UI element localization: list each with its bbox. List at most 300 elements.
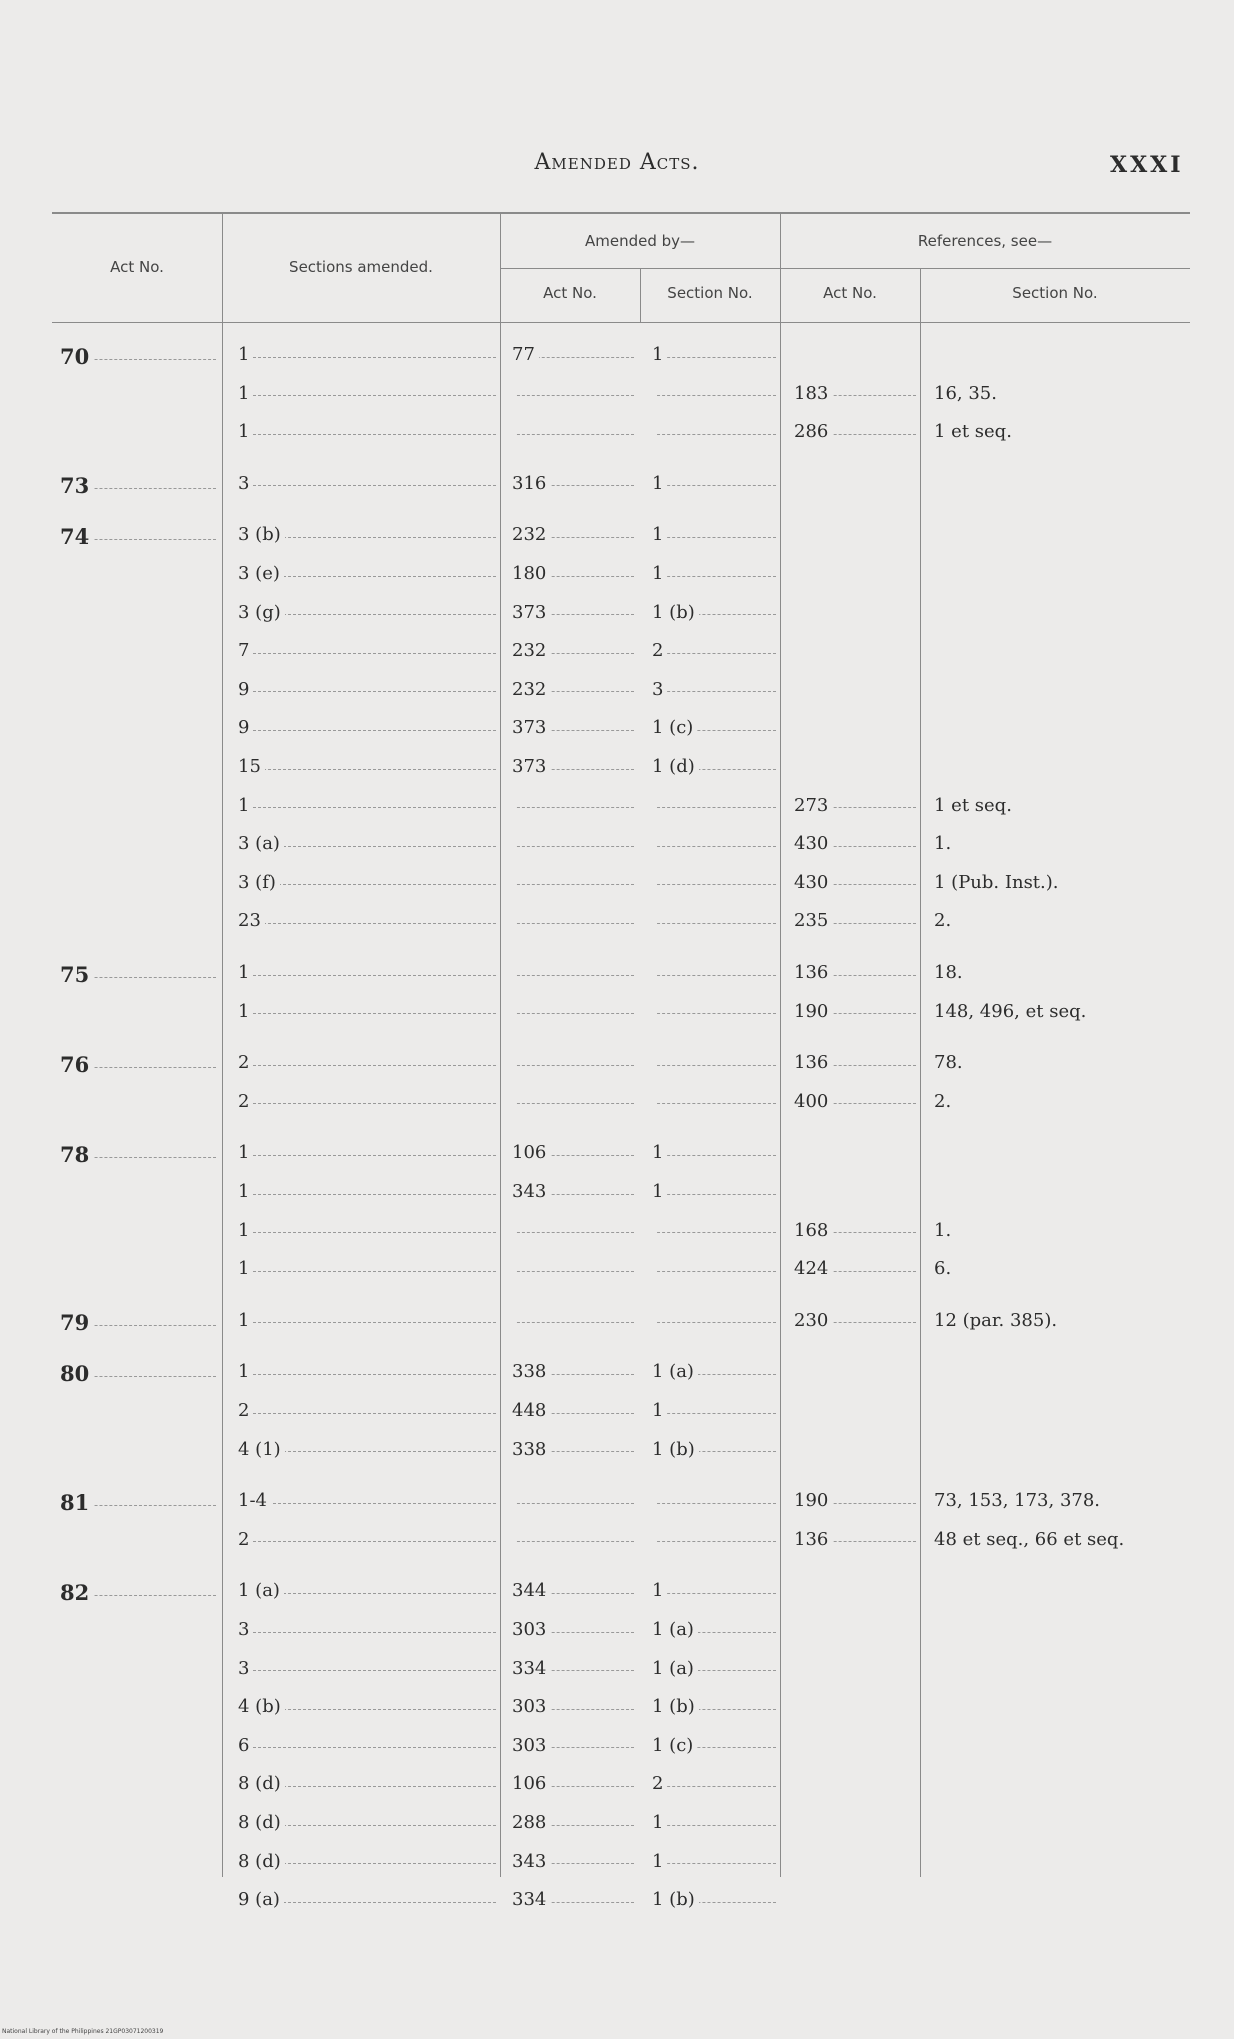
cell-section-amended-text: 4 (b) bbox=[238, 1696, 285, 1717]
cell-amended-section-no bbox=[652, 1580, 776, 1601]
cell-amended-section-no-text: 1 bbox=[652, 1181, 667, 1202]
cell-amended-section-no-text: 1 bbox=[652, 1851, 667, 1872]
cell-ref-act-no bbox=[794, 1580, 916, 1601]
cell-act-no bbox=[60, 473, 216, 498]
cell-amended-section-no bbox=[652, 833, 776, 854]
cell-act-no bbox=[60, 795, 216, 820]
cell-section-amended-text: 1 (a) bbox=[238, 1580, 284, 1601]
cell-act-no bbox=[60, 602, 216, 627]
cell-amended-act-no-text: 303 bbox=[512, 1619, 550, 1640]
header-amended-act-no: Act No. bbox=[543, 284, 597, 302]
cell-ref-section-no bbox=[934, 473, 1184, 494]
cell-ref-section-no-text bbox=[934, 1619, 938, 1640]
cell-amended-section-no bbox=[652, 1052, 776, 1073]
cell-act-no-text bbox=[60, 383, 64, 408]
cell-ref-section-no bbox=[934, 717, 1184, 738]
cell-act-no bbox=[60, 1658, 216, 1683]
cell-section-amended-text: 1 bbox=[238, 1220, 253, 1241]
cell-ref-section-no bbox=[934, 602, 1184, 623]
cell-amended-act-no-text: 106 bbox=[512, 1773, 550, 1794]
cell-amended-section-no-text: 1 (a) bbox=[652, 1658, 698, 1679]
dotted-leader bbox=[652, 485, 776, 486]
dotted-leader bbox=[652, 884, 776, 885]
cell-act-no bbox=[60, 1310, 216, 1335]
cell-ref-section-no-text bbox=[934, 1361, 938, 1382]
cell-section-amended bbox=[238, 1889, 496, 1910]
cell-amended-act-no bbox=[512, 795, 634, 816]
cell-section-amended-text: 2 bbox=[238, 1400, 253, 1421]
dotted-leader bbox=[238, 1065, 496, 1066]
cell-amended-section-no-text: 3 bbox=[652, 679, 667, 700]
cell-amended-act-no-text: 334 bbox=[512, 1658, 550, 1679]
cell-ref-act-no-text: 136 bbox=[794, 1529, 832, 1550]
cell-ref-section-no-text bbox=[934, 1181, 938, 1202]
cell-amended-section-no-text: 1 bbox=[652, 344, 667, 365]
cell-amended-section-no bbox=[652, 1091, 776, 1112]
cell-ref-section-no-text: 1. bbox=[934, 1220, 955, 1241]
cell-ref-act-no bbox=[794, 872, 916, 893]
cell-act-no bbox=[60, 1181, 216, 1206]
cell-ref-act-no-text: 136 bbox=[794, 962, 832, 983]
dotted-leader bbox=[238, 1541, 496, 1542]
cell-ref-act-no bbox=[794, 640, 916, 661]
cell-amended-act-no bbox=[512, 1529, 634, 1550]
cell-ref-act-no bbox=[794, 679, 916, 700]
header-amended-section-no: Section No. bbox=[667, 284, 753, 302]
cell-ref-section-no-text: 148, 496, et seq. bbox=[934, 1001, 1090, 1022]
cell-ref-section-no-text: 1 (Pub. Inst.). bbox=[934, 872, 1063, 893]
cell-amended-act-no bbox=[512, 1658, 634, 1679]
cell-ref-act-no bbox=[794, 1091, 916, 1112]
dotted-leader bbox=[238, 1632, 496, 1633]
cell-amended-act-no bbox=[512, 473, 634, 494]
cell-amended-act-no bbox=[512, 1490, 634, 1511]
cell-amended-act-no-text: 338 bbox=[512, 1361, 550, 1382]
cell-act-no-text bbox=[60, 756, 64, 781]
cell-ref-section-no bbox=[934, 1400, 1184, 1421]
cell-section-amended bbox=[238, 1181, 496, 1202]
dotted-leader bbox=[512, 923, 634, 924]
dotted-leader bbox=[512, 1103, 634, 1104]
cell-section-amended bbox=[238, 1142, 496, 1163]
dotted-leader bbox=[512, 1503, 634, 1504]
cell-amended-act-no-text: 180 bbox=[512, 563, 550, 584]
cell-amended-act-no bbox=[512, 1851, 634, 1872]
col-divider-1 bbox=[222, 212, 223, 1877]
cell-section-amended-text: 1 bbox=[238, 344, 253, 365]
header-ref-act-no: Act No. bbox=[823, 284, 877, 302]
cell-act-no-text bbox=[60, 717, 64, 742]
cell-amended-section-no bbox=[652, 1001, 776, 1022]
cell-amended-act-no-text: 344 bbox=[512, 1580, 550, 1601]
cell-amended-section-no bbox=[652, 1220, 776, 1241]
cell-amended-act-no-text bbox=[512, 833, 516, 854]
cell-ref-section-no bbox=[934, 1529, 1184, 1550]
cell-ref-act-no bbox=[794, 1361, 916, 1382]
dotted-leader bbox=[512, 1232, 634, 1233]
cell-amended-section-no-text bbox=[652, 833, 656, 854]
cell-ref-act-no-text: 235 bbox=[794, 910, 832, 931]
cell-ref-act-no bbox=[794, 1619, 916, 1640]
dotted-leader bbox=[652, 395, 776, 396]
cell-section-amended bbox=[238, 1773, 496, 1794]
cell-section-amended-text: 1 bbox=[238, 1181, 253, 1202]
cell-ref-act-no-text: 183 bbox=[794, 383, 832, 404]
cell-amended-section-no bbox=[652, 1181, 776, 1202]
cell-section-amended bbox=[238, 563, 496, 584]
cell-amended-act-no bbox=[512, 717, 634, 738]
cell-section-amended bbox=[238, 1735, 496, 1756]
cell-ref-act-no-text: 190 bbox=[794, 1001, 832, 1022]
cell-ref-act-no-text bbox=[794, 1619, 798, 1640]
cell-amended-act-no-text bbox=[512, 795, 516, 816]
cell-amended-section-no-text: 1 (c) bbox=[652, 1735, 697, 1756]
dotted-leader bbox=[512, 395, 634, 396]
cell-act-no bbox=[60, 1773, 216, 1798]
cell-amended-act-no bbox=[512, 679, 634, 700]
cell-ref-act-no-text bbox=[794, 1439, 798, 1460]
cell-section-amended bbox=[238, 756, 496, 777]
cell-act-no bbox=[60, 910, 216, 935]
cell-section-amended bbox=[238, 1091, 496, 1112]
cell-act-no bbox=[60, 679, 216, 704]
cell-amended-act-no-text: 232 bbox=[512, 679, 550, 700]
cell-amended-act-no-text bbox=[512, 1258, 516, 1279]
cell-amended-act-no bbox=[512, 1580, 634, 1601]
cell-ref-act-no bbox=[794, 563, 916, 584]
cell-ref-section-no bbox=[934, 1052, 1184, 1073]
cell-amended-act-no bbox=[512, 1142, 634, 1163]
cell-section-amended-text: 2 bbox=[238, 1052, 253, 1073]
header-act-no: Act No. bbox=[110, 258, 164, 276]
cell-ref-act-no-text bbox=[794, 640, 798, 661]
cell-ref-section-no bbox=[934, 421, 1184, 442]
dotted-leader bbox=[512, 1013, 634, 1014]
cell-ref-act-no-text bbox=[794, 602, 798, 623]
cell-ref-section-no bbox=[934, 1142, 1184, 1163]
cell-section-amended-text: 3 (b) bbox=[238, 524, 285, 545]
cell-section-amended bbox=[238, 640, 496, 661]
cell-act-no-text bbox=[60, 1400, 64, 1425]
dotted-leader bbox=[238, 1155, 496, 1156]
cell-ref-section-no-text bbox=[934, 473, 938, 494]
cell-amended-section-no-text: 1 (a) bbox=[652, 1619, 698, 1640]
cell-ref-section-no-text: 73, 153, 173, 378. bbox=[934, 1490, 1104, 1511]
cell-ref-section-no-text bbox=[934, 1580, 938, 1601]
header-sections-amended: Sections amended. bbox=[289, 258, 433, 276]
cell-amended-section-no bbox=[652, 1812, 776, 1833]
cell-act-no bbox=[60, 1001, 216, 1026]
cell-amended-section-no bbox=[652, 1490, 776, 1511]
cell-ref-section-no bbox=[934, 1091, 1184, 1112]
cell-act-no-text: 75 bbox=[60, 962, 93, 987]
cell-ref-section-no-text bbox=[934, 524, 938, 545]
cell-ref-section-no-text bbox=[934, 1851, 938, 1872]
cell-section-amended-text: 1 bbox=[238, 1310, 253, 1331]
cell-ref-act-no bbox=[794, 1052, 916, 1073]
cell-act-no-text: 80 bbox=[60, 1361, 93, 1386]
cell-amended-section-no-text: 1 bbox=[652, 473, 667, 494]
cell-act-no-text bbox=[60, 833, 64, 858]
cell-section-amended bbox=[238, 1696, 496, 1717]
cell-section-amended bbox=[238, 717, 496, 738]
dotted-leader bbox=[238, 1322, 496, 1323]
cell-section-amended bbox=[238, 1658, 496, 1679]
cell-section-amended-text: 3 (g) bbox=[238, 602, 285, 623]
cell-amended-act-no-text bbox=[512, 421, 516, 442]
dotted-leader bbox=[238, 1413, 496, 1414]
dotted-leader bbox=[238, 434, 496, 435]
cell-amended-act-no-text: 303 bbox=[512, 1696, 550, 1717]
cell-act-no bbox=[60, 1439, 216, 1464]
cell-section-amended bbox=[238, 421, 496, 442]
cell-amended-act-no-text bbox=[512, 962, 516, 983]
cell-ref-act-no-text bbox=[794, 1400, 798, 1421]
cell-amended-section-no-text bbox=[652, 1001, 656, 1022]
cell-ref-section-no bbox=[934, 1310, 1184, 1331]
cell-amended-section-no-text bbox=[652, 872, 656, 893]
cell-ref-section-no-text bbox=[934, 640, 938, 661]
cell-ref-section-no-text bbox=[934, 602, 938, 623]
cell-amended-section-no bbox=[652, 1619, 776, 1640]
dotted-leader bbox=[238, 485, 496, 486]
cell-amended-section-no-text: 1 bbox=[652, 524, 667, 545]
cell-act-no bbox=[60, 1851, 216, 1876]
cell-section-amended bbox=[238, 872, 496, 893]
dotted-leader bbox=[652, 1503, 776, 1504]
cell-ref-act-no bbox=[794, 1735, 916, 1756]
dotted-leader bbox=[512, 884, 634, 885]
cell-amended-act-no-text bbox=[512, 1091, 516, 1112]
cell-amended-act-no-text: 373 bbox=[512, 717, 550, 738]
dotted-leader bbox=[652, 975, 776, 976]
cell-section-amended-text: 3 (f) bbox=[238, 872, 280, 893]
cell-amended-section-no bbox=[652, 1258, 776, 1279]
cell-ref-act-no-text: 400 bbox=[794, 1091, 832, 1112]
cell-amended-act-no bbox=[512, 872, 634, 893]
cell-amended-section-no bbox=[652, 383, 776, 404]
cell-ref-section-no-text bbox=[934, 756, 938, 777]
cell-amended-act-no-text: 232 bbox=[512, 524, 550, 545]
cell-amended-act-no-text: 288 bbox=[512, 1812, 550, 1833]
cell-ref-section-no bbox=[934, 1258, 1184, 1279]
cell-amended-act-no-text: 303 bbox=[512, 1735, 550, 1756]
cell-ref-act-no bbox=[794, 421, 916, 442]
cell-act-no bbox=[60, 1142, 216, 1167]
cell-amended-act-no bbox=[512, 421, 634, 442]
cell-act-no bbox=[60, 563, 216, 588]
cell-ref-act-no-text: 190 bbox=[794, 1490, 832, 1511]
cell-ref-act-no bbox=[794, 524, 916, 545]
cell-section-amended-text: 1 bbox=[238, 795, 253, 816]
cell-amended-section-no-text: 1 bbox=[652, 1812, 667, 1833]
cell-amended-act-no-text bbox=[512, 1310, 516, 1331]
cell-amended-section-no-text bbox=[652, 1529, 656, 1550]
cell-act-no bbox=[60, 421, 216, 446]
cell-amended-section-no bbox=[652, 1439, 776, 1460]
cell-section-amended-text: 3 bbox=[238, 473, 253, 494]
cell-ref-act-no-text: 430 bbox=[794, 872, 832, 893]
header-ref-section-no: Section No. bbox=[1012, 284, 1098, 302]
cell-ref-section-no bbox=[934, 1735, 1184, 1756]
dotted-leader bbox=[238, 923, 496, 924]
cell-amended-section-no-text bbox=[652, 383, 656, 404]
cell-ref-section-no-text: 18. bbox=[934, 962, 967, 983]
dotted-leader bbox=[652, 1013, 776, 1014]
dotted-leader bbox=[238, 1374, 496, 1375]
cell-act-no-text bbox=[60, 1001, 64, 1026]
cell-amended-act-no-text bbox=[512, 872, 516, 893]
cell-amended-section-no bbox=[652, 1361, 776, 1382]
cell-ref-section-no-text: 48 et seq., 66 et seq. bbox=[934, 1529, 1128, 1550]
cell-act-no-text bbox=[60, 1220, 64, 1245]
cell-ref-act-no-text bbox=[794, 717, 798, 738]
cell-amended-section-no bbox=[652, 795, 776, 816]
cell-ref-section-no-text bbox=[934, 1439, 938, 1460]
dotted-leader bbox=[512, 846, 634, 847]
cell-amended-act-no bbox=[512, 910, 634, 931]
cell-section-amended bbox=[238, 795, 496, 816]
cell-act-no-text bbox=[60, 563, 64, 588]
dotted-leader bbox=[652, 1322, 776, 1323]
cell-act-no-text: 74 bbox=[60, 524, 93, 549]
cell-section-amended-text: 1 bbox=[238, 1361, 253, 1382]
cell-amended-act-no bbox=[512, 344, 634, 365]
cell-amended-section-no bbox=[652, 1400, 776, 1421]
cell-act-no bbox=[60, 1361, 216, 1386]
cell-ref-act-no bbox=[794, 1773, 916, 1794]
cell-amended-act-no bbox=[512, 1619, 634, 1640]
cell-act-no-text bbox=[60, 1529, 64, 1554]
cell-ref-act-no bbox=[794, 756, 916, 777]
cell-act-no bbox=[60, 524, 216, 549]
cell-act-no-text bbox=[60, 1851, 64, 1876]
cell-amended-act-no-text bbox=[512, 383, 516, 404]
dotted-leader bbox=[238, 653, 496, 654]
dotted-leader bbox=[652, 1825, 776, 1826]
cell-act-no bbox=[60, 962, 216, 987]
dotted-leader bbox=[652, 923, 776, 924]
cell-ref-act-no bbox=[794, 1851, 916, 1872]
cell-section-amended-text: 1 bbox=[238, 1001, 253, 1022]
cell-ref-section-no bbox=[934, 344, 1184, 365]
dotted-leader bbox=[652, 1065, 776, 1066]
cell-amended-section-no-text: 1 (b) bbox=[652, 602, 699, 623]
cell-amended-act-no bbox=[512, 1439, 634, 1460]
cell-amended-section-no bbox=[652, 1889, 776, 1910]
cell-amended-act-no bbox=[512, 756, 634, 777]
cell-ref-act-no-text bbox=[794, 524, 798, 545]
footer-text: National Library of the Philippines 21GP03071200319 bbox=[2, 2028, 164, 2035]
cell-section-amended-text: 3 (e) bbox=[238, 563, 284, 584]
cell-ref-act-no-text bbox=[794, 1735, 798, 1756]
cell-ref-section-no-text: 1. bbox=[934, 833, 955, 854]
cell-ref-act-no-text bbox=[794, 679, 798, 700]
cell-ref-act-no-text bbox=[794, 1181, 798, 1202]
cell-act-no bbox=[60, 1812, 216, 1837]
cell-act-no bbox=[60, 1091, 216, 1116]
cell-amended-act-no bbox=[512, 962, 634, 983]
cell-act-no-text bbox=[60, 1439, 64, 1464]
cell-section-amended-text: 8 (d) bbox=[238, 1812, 285, 1833]
cell-ref-section-no-text bbox=[934, 563, 938, 584]
cell-ref-section-no-text bbox=[934, 1696, 938, 1717]
cell-amended-section-no bbox=[652, 524, 776, 545]
cell-ref-act-no-text bbox=[794, 1361, 798, 1382]
cell-amended-section-no-text: 1 (c) bbox=[652, 717, 697, 738]
cell-amended-section-no bbox=[652, 679, 776, 700]
cell-ref-act-no bbox=[794, 910, 916, 931]
dotted-leader bbox=[652, 1271, 776, 1272]
cell-section-amended bbox=[238, 1619, 496, 1640]
dotted-leader bbox=[652, 1541, 776, 1542]
cell-section-amended bbox=[238, 679, 496, 700]
cell-amended-section-no-text bbox=[652, 910, 656, 931]
dotted-leader bbox=[238, 807, 496, 808]
cell-section-amended-text: 1 bbox=[238, 962, 253, 983]
dotted-leader bbox=[238, 1271, 496, 1272]
cell-amended-section-no bbox=[652, 473, 776, 494]
cell-ref-act-no bbox=[794, 383, 916, 404]
cell-section-amended bbox=[238, 1361, 496, 1382]
cell-section-amended-text: 1 bbox=[238, 1142, 253, 1163]
cell-section-amended bbox=[238, 1001, 496, 1022]
cell-ref-section-no bbox=[934, 524, 1184, 545]
cell-ref-section-no-text bbox=[934, 1889, 938, 1910]
cell-section-amended-text: 1 bbox=[238, 421, 253, 442]
cell-act-no-text bbox=[60, 1773, 64, 1798]
dotted-leader bbox=[652, 1863, 776, 1864]
cell-amended-act-no bbox=[512, 1735, 634, 1756]
cell-act-no-text bbox=[60, 1091, 64, 1116]
cell-amended-act-no bbox=[512, 563, 634, 584]
cell-amended-section-no-text bbox=[652, 1220, 656, 1241]
dotted-leader bbox=[652, 691, 776, 692]
cell-section-amended bbox=[238, 1851, 496, 1872]
cell-ref-act-no-text bbox=[794, 1889, 798, 1910]
cell-section-amended bbox=[238, 1439, 496, 1460]
dotted-leader bbox=[238, 691, 496, 692]
cell-amended-section-no-text bbox=[652, 421, 656, 442]
cell-ref-act-no bbox=[794, 962, 916, 983]
cell-section-amended-text: 3 (a) bbox=[238, 833, 284, 854]
cell-amended-section-no bbox=[652, 344, 776, 365]
cell-ref-section-no-text bbox=[934, 717, 938, 738]
cell-amended-section-no-text bbox=[652, 1258, 656, 1279]
cell-amended-section-no-text: 2 bbox=[652, 640, 667, 661]
cell-ref-section-no bbox=[934, 795, 1184, 816]
dotted-leader bbox=[238, 769, 496, 770]
cell-section-amended bbox=[238, 473, 496, 494]
cell-section-amended-text: 7 bbox=[238, 640, 253, 661]
cell-ref-section-no-text: 78. bbox=[934, 1052, 967, 1073]
cell-act-no bbox=[60, 1580, 216, 1605]
cell-ref-act-no bbox=[794, 717, 916, 738]
cell-amended-section-no-text bbox=[652, 962, 656, 983]
dotted-leader bbox=[512, 1271, 634, 1272]
cell-section-amended-text: 8 (d) bbox=[238, 1851, 285, 1872]
cell-ref-section-no-text: 16, 35. bbox=[934, 383, 1001, 404]
dotted-leader bbox=[652, 1103, 776, 1104]
cell-amended-section-no bbox=[652, 563, 776, 584]
cell-ref-section-no-text: 6. bbox=[934, 1258, 955, 1279]
cell-ref-act-no bbox=[794, 833, 916, 854]
cell-amended-section-no bbox=[652, 910, 776, 931]
cell-section-amended bbox=[238, 910, 496, 931]
cell-amended-act-no bbox=[512, 524, 634, 545]
cell-ref-act-no bbox=[794, 344, 916, 365]
cell-amended-act-no-text: 316 bbox=[512, 473, 550, 494]
